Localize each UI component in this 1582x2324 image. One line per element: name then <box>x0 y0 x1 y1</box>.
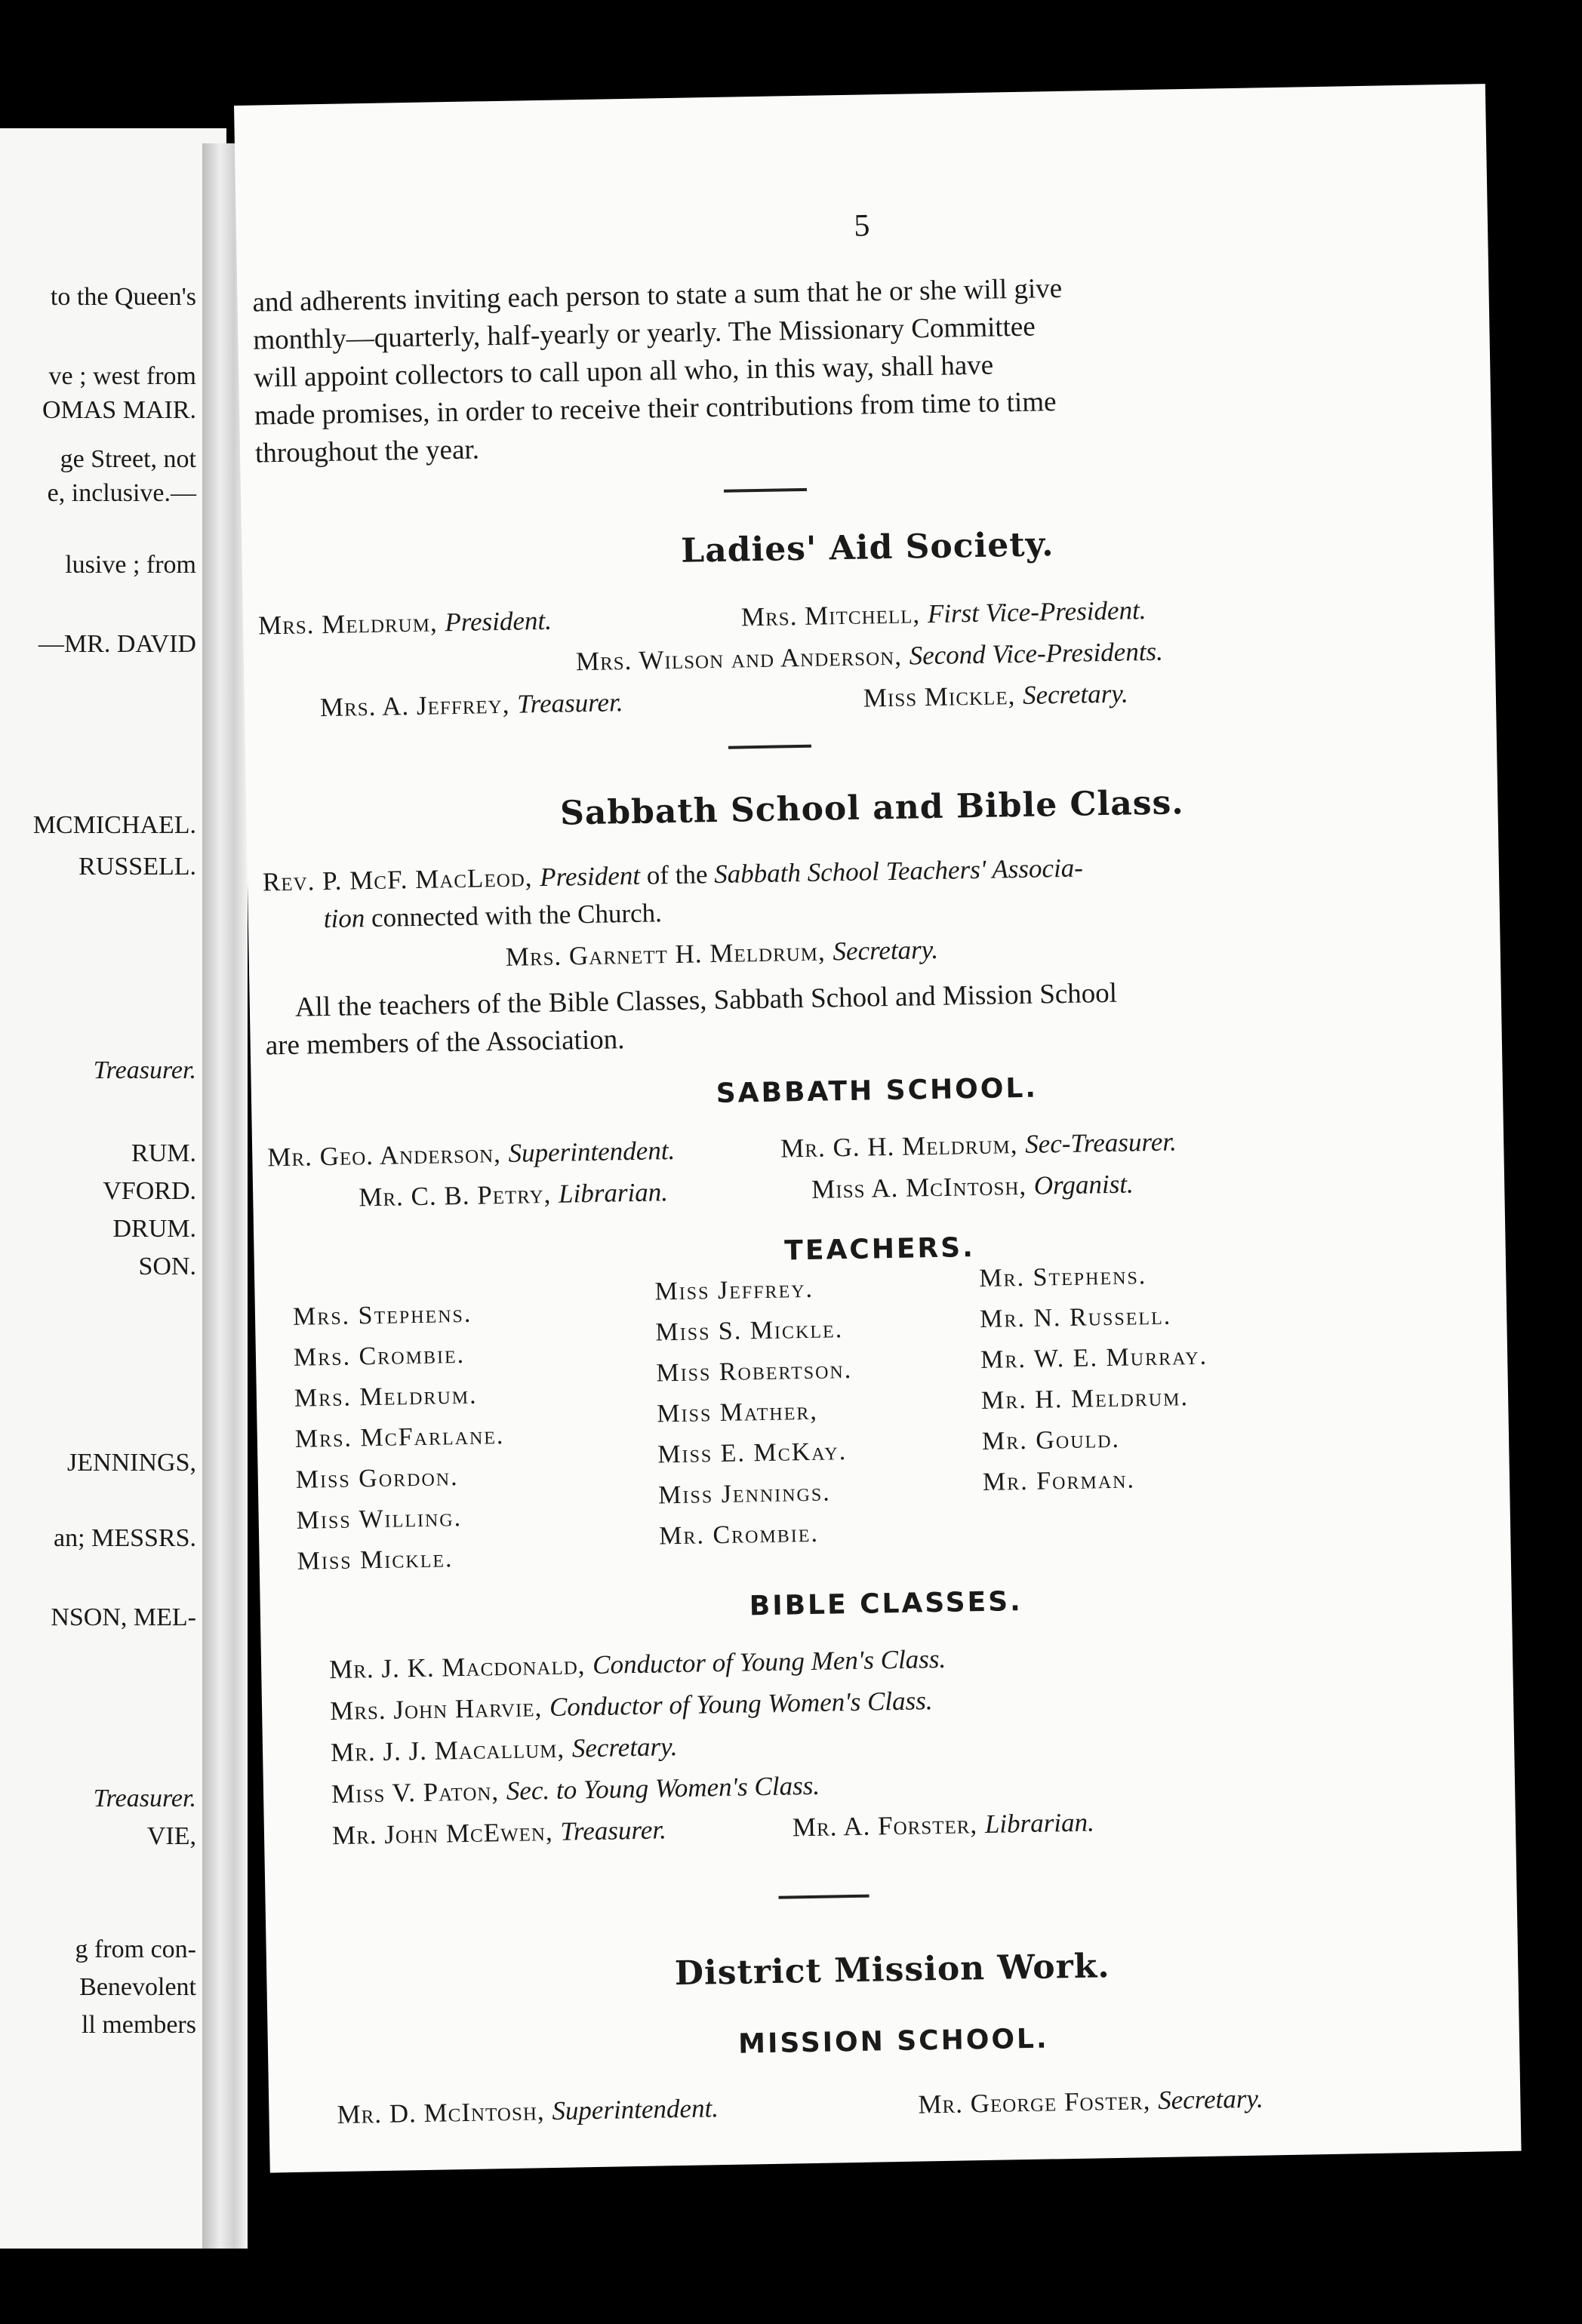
teacher-name: Miss Mickle. <box>297 1545 454 1575</box>
officer-entry: Mrs. A. Jeffrey, Treasurer. <box>319 687 623 723</box>
left-fragment-line: SON. <box>138 1253 196 1280</box>
teachers-heading: TEACHERS. <box>783 1232 976 1267</box>
section-divider <box>728 745 811 749</box>
left-fragment-line: VFORD. <box>103 1177 196 1205</box>
officer-entry: Mr. G. H. Meldrum, Sec-Treasurer. <box>780 1127 1177 1164</box>
left-fragment-line: Benevolent <box>79 1973 196 2001</box>
teacher-name: Mrs. Meldrum. <box>294 1381 478 1413</box>
district-mission-heading: District Mission Work. <box>674 1947 1111 1994</box>
left-fragment-line: —MR. DAVID <box>38 630 196 658</box>
sabbath-school-heading: SABBATH SCHOOL. <box>716 1072 1039 1110</box>
left-fragment-line: to the Queen's <box>50 283 196 311</box>
left-fragment-line: RUM. <box>131 1139 196 1167</box>
teachers-column-1 <box>293 1293 507 1582</box>
teacher-name: Mr. H. Meldrum. <box>980 1383 1190 1415</box>
teacher-name: Miss Mather, <box>657 1397 819 1428</box>
officer-entry: Mr. John McEwen, Treasurer. <box>331 1815 667 1851</box>
officer-entry: Miss V. Paton, Sec. to Young Women's Class. <box>331 1770 820 1809</box>
officer-entry: Mr. George Foster, Secretary. <box>918 2083 1264 2120</box>
teacher-name: Miss S. Mickle. <box>655 1315 844 1347</box>
left-fragment-line: DRUM. <box>112 1215 196 1243</box>
left-fragment-line: ge Street, not <box>60 445 196 473</box>
left-page-fragment <box>0 128 226 2249</box>
section-divider <box>724 488 807 493</box>
teacher-name: Miss Jeffrey. <box>654 1274 814 1306</box>
teacher-name: Mr. N. Russell. <box>979 1302 1172 1333</box>
teacher-name: Miss Gordon. <box>295 1463 459 1494</box>
officer-entry: Mr. J. J. Macallum, Secretary. <box>330 1732 678 1768</box>
officer-entry: Mr. Geo. Anderson, Superintendent. <box>266 1136 676 1173</box>
left-fragment-line: Treasurer. <box>93 1056 196 1084</box>
association-secretary: Mrs. Garnett H. Meldrum, Secretary. <box>505 934 939 972</box>
bible-classes-heading: BIBLE CLASSES. <box>749 1586 1023 1622</box>
officer-entry: Miss A. McIntosh, Organist. <box>811 1169 1134 1204</box>
mission-school-heading: MISSION SCHOOL. <box>737 2023 1049 2060</box>
left-fragment-line: JENNINGS, <box>67 1449 196 1477</box>
paragraph-line: made promises, in order to receive their contributions from time to time <box>254 386 1057 432</box>
left-fragment-line: MCMICHAEL. <box>32 811 196 839</box>
left-fragment-line: Treasurer. <box>93 1784 196 1812</box>
paragraph-line: monthly—quarterly, half-yearly or yearly. The Missionary Committee <box>253 311 1036 356</box>
left-fragment-line: ve ; west from <box>48 362 196 390</box>
officer-entry: Mr. D. McIntosh, Superintendent. <box>337 2093 719 2130</box>
teacher-name: Mr. Forman. <box>982 1465 1136 1496</box>
teacher-name: Miss E. McKay. <box>657 1437 848 1469</box>
teacher-name: Miss Robertson. <box>656 1355 853 1388</box>
sabbath-bible-heading: Sabbath School and Bible Class. <box>559 783 1185 833</box>
officer-entry: Mr. A. Forster, Librarian. <box>792 1807 1095 1843</box>
paragraph-line: will appoint collectors to call upon all who, in this way, shall have <box>253 349 994 394</box>
paragraph-line: throughout the year. <box>254 434 480 469</box>
left-fragment-line: RUSSELL. <box>78 853 196 881</box>
teachers-column-2 <box>654 1268 855 1557</box>
officer-entry: Miss Mickle, Secretary. <box>863 678 1128 713</box>
right-page <box>234 84 1522 2173</box>
officer-entry: Mr. C. B. Petry, Librarian. <box>358 1177 669 1213</box>
teachers-column-3 <box>979 1255 1211 1503</box>
officer-entry: Mrs. Meldrum, President. <box>257 605 552 641</box>
left-fragment-line: NSON, MEL- <box>51 1603 196 1631</box>
members-line: are members of the Association. <box>265 1024 625 1062</box>
teacher-name: Mr. W. E. Murray. <box>980 1342 1208 1374</box>
teacher-name: Mrs. McFarlane. <box>294 1422 505 1453</box>
ladies-aid-heading: Ladies' Aid Society. <box>680 525 1054 570</box>
teacher-name: Mrs. Stephens. <box>292 1299 472 1331</box>
association-president-cont: tion connected with the Church. <box>323 898 663 934</box>
officer-entry: Mrs. John Harvie, Conductor of Young Women's Class. <box>329 1686 933 1726</box>
paragraph-line: and adherents inviting each person to state a sum that he or she will give <box>252 272 1063 318</box>
section-divider <box>779 1895 869 1899</box>
teacher-name: Miss Jennings. <box>657 1478 832 1510</box>
left-fragment-line: lusive ; from <box>65 551 196 579</box>
page-number: 5 <box>854 208 870 244</box>
left-fragment-line: e, inclusive.— <box>47 479 196 507</box>
left-fragment-line: ll members <box>81 2011 196 2039</box>
teacher-name: Mr. Stephens. <box>978 1262 1147 1293</box>
left-fragment-line: g from con- <box>75 1935 196 1963</box>
intro-paragraph <box>234 84 1485 469</box>
left-fragment-line: an; MESSRS. <box>54 1524 196 1552</box>
teacher-name: Mr. Crombie. <box>658 1519 820 1551</box>
officer-entry: Mr. J. K. Macdonald, Conductor of Young Men's Class. <box>328 1643 946 1685</box>
members-line: All the teachers of the Bible Classes, Sabbath School and Mission School <box>294 977 1118 1023</box>
teacher-name: Miss Willing. <box>296 1504 463 1535</box>
teacher-name: Mrs. Crombie. <box>293 1340 466 1372</box>
association-president: Rev. P. McF. MacLeod, President of the Sabbath School Teachers' Associa- <box>262 853 1084 897</box>
left-fragment-line: VIE, <box>146 1822 196 1850</box>
officer-entry: Mrs. Mitchell, First Vice-President. <box>740 595 1146 632</box>
officer-entry: Mrs. Wilson and Anderson, Second Vice-Presidents. <box>575 636 1164 677</box>
teacher-name: Mr. Gould. <box>981 1425 1121 1456</box>
left-fragment-line: OMAS MAIR. <box>42 396 196 424</box>
